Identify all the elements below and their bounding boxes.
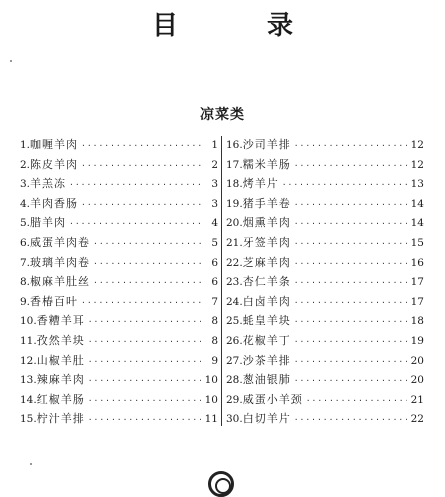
toc-entry	[20, 214, 218, 234]
entry-title: 羊肉香肠	[30, 196, 79, 210]
entry-number: 12.	[20, 354, 37, 367]
dot-leader	[294, 278, 407, 287]
toc-entry	[226, 410, 424, 430]
entry-title: 山椒羊肚	[36, 353, 85, 367]
entry-title: 椒麻羊肚丝	[30, 275, 91, 289]
entry-title: 威蛋小羊颈	[242, 392, 303, 406]
entry-number: 3.	[20, 178, 31, 191]
entry-number: 30.	[226, 413, 243, 426]
entry-page-number: 6	[211, 256, 218, 269]
entry-number: 26.	[226, 334, 243, 347]
scan-speck	[30, 463, 32, 465]
dot-leader	[294, 161, 407, 170]
entry-page-number: 7	[211, 295, 218, 308]
dot-leader	[81, 141, 201, 150]
entry-title: 威蛋羊肉卷	[30, 235, 91, 249]
entry-page-number: 5	[211, 236, 218, 249]
toc-entry	[226, 175, 424, 195]
entry-title: 杏仁羊条	[242, 275, 291, 289]
toc-column-right	[226, 136, 424, 430]
dot-leader	[81, 200, 201, 209]
toc-entry	[226, 371, 424, 391]
entry-number: 25.	[226, 315, 243, 328]
entry-page-number: 19	[410, 334, 424, 347]
entry-page-number: 11	[204, 413, 218, 426]
entry-title: 辣麻羊肉	[36, 373, 85, 387]
entry-number: 27.	[226, 354, 243, 367]
dot-leader	[294, 317, 407, 326]
entry-page-number: 20	[410, 374, 424, 387]
dot-leader	[88, 415, 201, 424]
toc-entry	[20, 293, 218, 313]
entry-page-number: 9	[211, 354, 218, 367]
entry-page-number: 8	[211, 334, 218, 347]
entry-title: 陈皮羊肉	[30, 157, 79, 171]
entry-number: 1.	[20, 139, 31, 151]
toc-entry	[20, 352, 218, 372]
dot-leader	[69, 219, 201, 228]
dot-leader	[88, 376, 201, 385]
toc-entry	[226, 352, 424, 372]
toc-entry	[226, 234, 424, 254]
entry-page-number: 16	[410, 256, 424, 269]
entry-title: 烟熏羊肉	[242, 216, 291, 230]
table-of-contents	[20, 136, 424, 432]
dot-leader	[88, 396, 201, 405]
entry-page-number: 13	[410, 178, 424, 191]
entry-number: 8.	[20, 276, 31, 289]
dot-leader	[93, 239, 201, 248]
section-title: 凉菜类	[200, 107, 245, 123]
dot-leader	[294, 239, 407, 248]
dot-leader	[306, 396, 407, 405]
toc-entry	[20, 391, 218, 411]
toc-entry	[20, 332, 218, 352]
toc-entry	[226, 332, 424, 352]
dot-leader	[294, 415, 407, 424]
dot-leader	[93, 259, 201, 268]
entry-page-number: 12	[410, 139, 424, 151]
entry-page-number: 17	[410, 276, 424, 289]
entry-number: 7.	[20, 256, 31, 269]
toc-entry	[226, 273, 424, 293]
entry-number: 22.	[226, 256, 243, 269]
entry-title: 白切羊片	[242, 412, 291, 426]
entry-number: 4.	[20, 197, 31, 210]
toc-entry	[226, 195, 424, 215]
entry-title: 腊羊肉	[30, 216, 67, 230]
entry-page-number: 15	[410, 236, 424, 249]
entry-number: 9.	[20, 295, 31, 308]
toc-column-left	[20, 136, 218, 430]
toc-entry	[20, 410, 218, 430]
toc-entry	[20, 371, 218, 391]
toc-entry	[226, 136, 424, 156]
entry-page-number: 2	[211, 158, 218, 171]
entry-title: 柠汁羊排	[36, 412, 85, 426]
entry-number: 2.	[20, 158, 31, 171]
toc-entry	[20, 254, 218, 274]
emblem-icon	[208, 471, 234, 497]
entry-page-number: 20	[410, 354, 424, 367]
toc-entry	[226, 156, 424, 176]
toc-entry	[20, 312, 218, 332]
entry-page-number: 3	[211, 178, 218, 191]
entry-title: 沙茶羊排	[242, 353, 291, 367]
toc-entry	[20, 136, 218, 156]
entry-number: 18.	[226, 178, 243, 191]
dot-leader	[294, 219, 407, 228]
entry-number: 11.	[20, 334, 37, 347]
entry-number: 13.	[20, 374, 37, 387]
dot-leader	[88, 317, 201, 326]
entry-number: 15.	[20, 413, 37, 426]
entry-number: 21.	[226, 236, 243, 249]
entry-title: 牙签羊肉	[242, 235, 291, 249]
entry-number: 5.	[20, 217, 31, 230]
toc-entry	[20, 195, 218, 215]
toc-entry	[226, 312, 424, 332]
entry-title: 咖喱羊肉	[30, 138, 79, 151]
dot-leader	[93, 278, 201, 287]
toc-entry	[226, 391, 424, 411]
entry-title: 羊羔冻	[30, 177, 67, 191]
dot-leader	[294, 376, 407, 385]
entry-number: 24.	[226, 295, 243, 308]
entry-page-number: 14	[410, 197, 424, 210]
toc-entry	[226, 293, 424, 313]
entry-page-number: 8	[211, 315, 218, 328]
dot-leader	[81, 161, 201, 170]
dot-leader	[294, 337, 407, 346]
entry-number: 6.	[20, 236, 31, 249]
entry-title: 葱油银肺	[242, 373, 291, 387]
entry-page-number: 4	[211, 217, 218, 230]
entry-title: 花椒羊丁	[242, 333, 291, 347]
entry-number: 10.	[20, 315, 37, 328]
entry-number: 16.	[226, 139, 243, 151]
toc-entry	[20, 273, 218, 293]
dot-leader	[294, 298, 407, 307]
entry-number: 14.	[20, 393, 37, 406]
entry-title: 糯米羊肠	[242, 157, 291, 171]
toc-entry	[20, 175, 218, 195]
entry-page-number: 18	[410, 315, 424, 328]
toc-entry	[226, 254, 424, 274]
dot-leader	[81, 298, 201, 307]
toc-entry	[226, 214, 424, 234]
dot-leader	[294, 259, 407, 268]
dot-leader	[294, 141, 407, 150]
entry-page-number: 10	[204, 393, 218, 406]
entry-title: 孜然羊块	[36, 333, 85, 347]
dot-leader	[294, 200, 407, 209]
entry-number: 17.	[226, 158, 243, 171]
entry-title: 香椿百叶	[30, 294, 79, 308]
page-title: 目 录	[151, 11, 334, 41]
entry-title: 红椒羊肠	[36, 392, 85, 406]
entry-title: 蚝皇羊块	[242, 314, 291, 328]
entry-page-number: 3	[211, 197, 218, 210]
entry-title: 白卤羊肉	[242, 294, 291, 308]
scan-speck	[10, 60, 12, 62]
entry-number: 20.	[226, 217, 243, 230]
entry-title: 沙司羊排	[242, 138, 291, 151]
entry-number: 28.	[226, 374, 243, 387]
entry-title: 玻璃羊肉卷	[30, 255, 91, 269]
dot-leader	[282, 180, 407, 189]
entry-page-number: 1	[211, 139, 218, 151]
entry-title: 芝麻羊肉	[242, 255, 291, 269]
entry-title: 香糟羊耳	[36, 314, 85, 328]
entry-page-number: 17	[410, 295, 424, 308]
dot-leader	[88, 337, 201, 346]
entry-number: 29.	[226, 393, 243, 406]
toc-entry	[20, 234, 218, 254]
dot-leader	[88, 357, 201, 366]
entry-page-number: 10	[204, 374, 218, 387]
entry-title: 猪手羊卷	[242, 196, 291, 210]
column-divider	[221, 136, 222, 426]
entry-page-number: 6	[211, 276, 218, 289]
entry-page-number: 22	[410, 413, 424, 426]
entry-page-number: 12	[410, 158, 424, 171]
entry-page-number: 21	[410, 393, 424, 406]
dot-leader	[69, 180, 201, 189]
entry-title: 烤羊片	[242, 177, 279, 191]
entry-number: 19.	[226, 197, 243, 210]
dot-leader	[294, 357, 407, 366]
entry-page-number: 14	[410, 217, 424, 230]
toc-entry	[20, 156, 218, 176]
entry-number: 23.	[226, 276, 243, 289]
